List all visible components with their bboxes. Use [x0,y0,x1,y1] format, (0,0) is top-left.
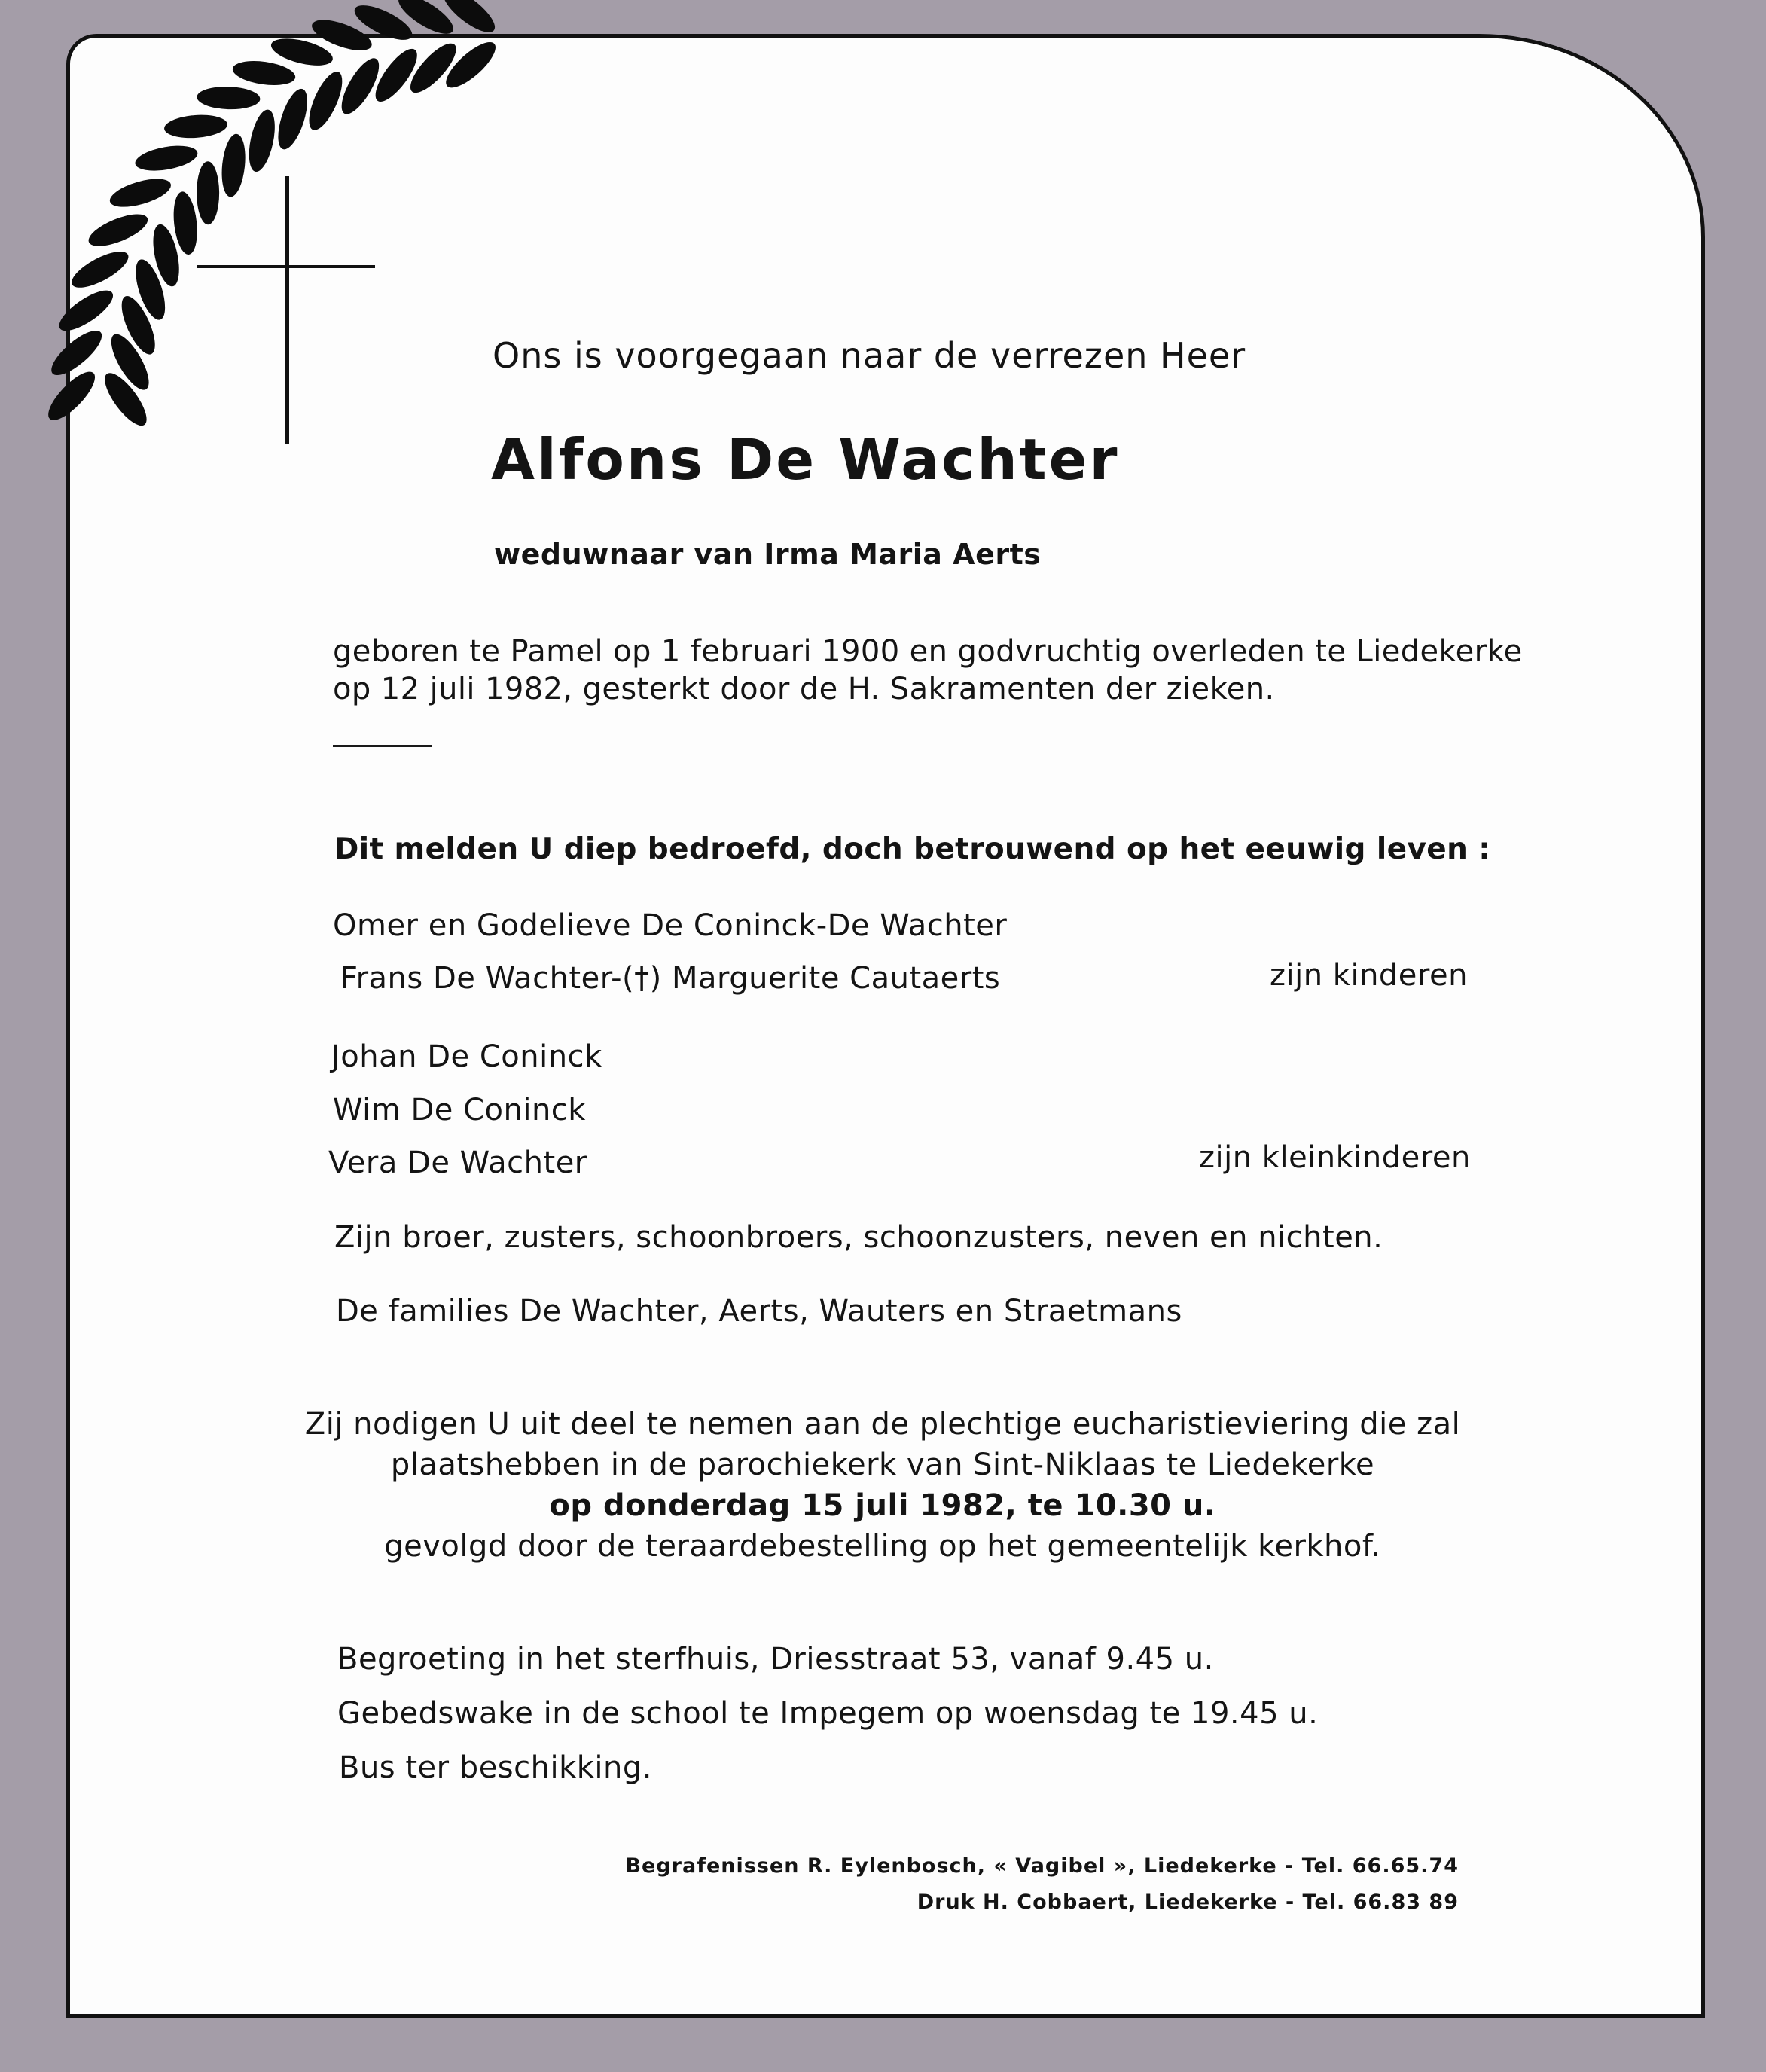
birth-death-text [333,633,1523,708]
laurel-leaf [244,108,279,174]
announcement: Dit melden U diep bedroefd, doch betrouwend op het eeuwig leven : [334,832,1491,866]
laurel-leaf [41,365,102,427]
relatives-line: Zijn broer, zusters, schoonbroers, schoonzusters, neven en nichten. [334,1220,1383,1255]
laurel-leaf [163,113,228,140]
laurel-leaf [107,173,174,212]
divider [333,745,432,747]
birth-line-1: geboren te Pamel op 1 februari 1900 en godvruchtig overleden te Liedekerke [333,634,1523,669]
birth-line-2: op 12 juli 1982, gesterkt door de H. Sakramenten der zieken. [333,672,1275,706]
laurel-leaf [303,67,349,134]
invitation-line-2: plaatshebben in de parochiekerk van Sint-Niklaas te Liedekerke [390,1448,1375,1482]
cross-icon [197,176,378,447]
bus-line: Bus ter beschikking. [339,1750,652,1785]
laurel-leaf [45,324,108,382]
children-label: zijn kinderen [1270,958,1468,993]
laurel-leaf [84,208,151,253]
grandchild-3: Vera De Wachter [328,1146,587,1180]
widower-line: weduwnaar van Irma Maria Aerts [494,538,1042,571]
laurel-leaf [231,57,297,88]
intro-line: Ons is voorgegaan naar de verrezen Heer [493,335,1246,376]
ceremony-date: op donderdag 15 juli 1982, te 10.30 u. [549,1488,1216,1523]
footer-printer: Druk H. Cobbaert, Liedekerke - Tel. 66.83 89 [917,1890,1459,1914]
child-2: Frans De Wachter-(†) Marguerite Cautaerts [340,961,1001,996]
child-1: Omer en Godelieve De Coninck-De Wachter [333,908,1008,943]
families-line: De families De Wachter, Aerts, Wauters en Straetmans [336,1294,1182,1329]
invitation-line-3: gevolgd door de teraardebestelling op het gemeentelijk kerkhof. [384,1529,1381,1564]
greeting-line: Begroeting in het sterfhuis, Driesstraat 53, vanaf 9.45 u. [337,1642,1214,1677]
laurel-leaf [272,86,313,153]
footer-undertaker: Begrafenissen R. Eylenbosch, « Vagibel », Liedekerke - Tel. 66.65.74 [625,1854,1459,1878]
grandchildren-label: zijn kleinkinderen [1199,1140,1471,1175]
grandchild-1: Johan De Coninck [331,1039,602,1074]
laurel-leaf [197,86,261,111]
grandchild-2: Wim De Coninck [333,1093,586,1128]
laurel-leaf [133,142,200,175]
invitation-line-1: Zij nodigen U uit deel te nemen aan de plechtige eucharistieviering die zal [304,1407,1461,1442]
deceased-name: Alfons De Wachter [491,426,1120,493]
laurel-leaf [53,283,118,337]
vigil-line: Gebedswake in de school te Impegem op woensdag te 19.45 u. [337,1696,1319,1731]
laurel-leaf [67,245,133,294]
